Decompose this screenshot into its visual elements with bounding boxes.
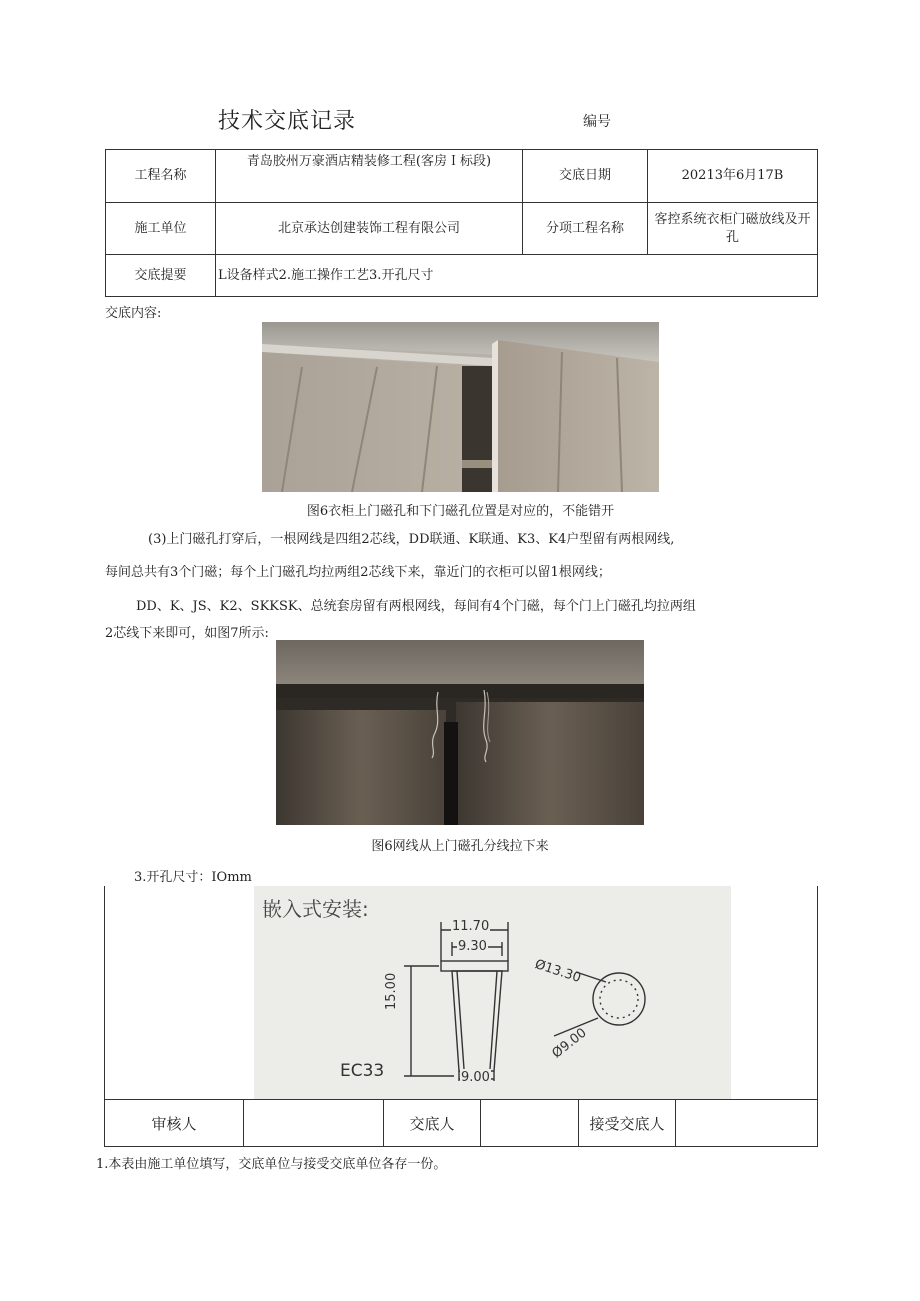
- content-heading: 交底内容:: [105, 306, 162, 321]
- signature-table: [104, 1099, 818, 1147]
- dim-inner-width: 9.30: [458, 939, 487, 954]
- paragraph-2-line-1: DD、K、JS、K2、SKKSK、总统套房留有两根网线，每间有4个门磁，每个门上门磁孔均拉两组: [136, 599, 696, 614]
- drawing-lines: [254, 886, 731, 1099]
- model-label: EC33: [340, 1061, 385, 1081]
- figure-1-caption: 图6衣柜上门磁孔和下门磁孔位置是对应的，不能错开: [306, 504, 615, 519]
- reviewer-signature: [244, 1100, 384, 1147]
- project-name-label: 工程名称: [106, 150, 216, 203]
- dim-outer-width: 11.70: [452, 919, 490, 934]
- receiver-label: 接受交底人: [579, 1100, 676, 1147]
- summary-value: L设备样式2.施工操作工艺3.开孔尺寸: [216, 255, 818, 297]
- project-name-value: 青岛胶州万豪酒店精装修工程(客房Ｉ标段): [216, 150, 523, 203]
- sub-project-label: 分项工程名称: [523, 203, 648, 255]
- unit-value: 北京承达创建装饰工程有限公司: [216, 203, 523, 255]
- sub-project-value: 客控系统衣柜门磁放线及开孔: [648, 203, 818, 255]
- cable-photo: [276, 640, 644, 825]
- date-label: 交底日期: [523, 150, 648, 203]
- info-table: [105, 149, 818, 297]
- wardrobe-door-image: [262, 322, 659, 492]
- summary-label: 交底提要: [106, 255, 216, 297]
- dim-outer-diameter: Ø13.30: [532, 957, 583, 986]
- dim-height: 15.00: [384, 972, 399, 1010]
- cable-image: [276, 640, 644, 825]
- paragraph-2-line-2: 2芯线下来即可，如图7所示:: [105, 626, 269, 641]
- wardrobe-door-photo: [262, 322, 659, 492]
- hole-size-line: 3.开孔尺寸：IOmm: [134, 870, 252, 885]
- reviewer-label: 审核人: [105, 1100, 244, 1147]
- figure-2-caption: 图6网线从上门磁孔分线拉下来: [371, 839, 549, 854]
- dim-bottom-width: 9.00: [461, 1070, 490, 1085]
- document-title: 技术交底记录: [218, 109, 357, 134]
- drawing-heading: 嵌入式安装:: [262, 897, 369, 921]
- footnote: 1.本表由施工单位填写，交底单位与接受交底单位各存一份。: [96, 1157, 447, 1172]
- serial-number-label: 编号: [583, 114, 611, 130]
- dim-inner-diameter: Ø9.00: [549, 1025, 590, 1062]
- installation-drawing: [254, 886, 731, 1099]
- receiver-signature: [676, 1100, 818, 1147]
- presenter-signature: [481, 1100, 579, 1147]
- presenter-label: 交底人: [384, 1100, 481, 1147]
- unit-label: 施工单位: [106, 203, 216, 255]
- paragraph-1-line-1: (3)上门磁孔打穿后，一根网线是四组2芯线，DD联通、K联通、K3、K4户型留有两根网线,: [148, 532, 675, 547]
- date-value: 20213年6月17B: [648, 150, 818, 203]
- paragraph-1-line-2: 每间总共有3个门磁；每个上门磁孔均拉两组2芯线下来，靠近门的衣柜可以留1根网线；: [105, 565, 611, 580]
